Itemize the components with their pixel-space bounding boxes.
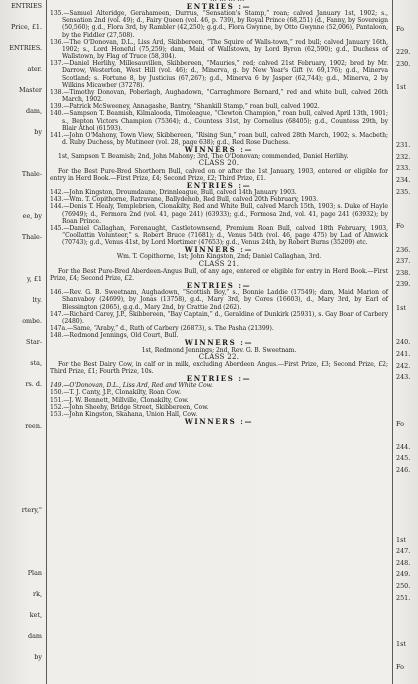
section-heading: ENTRIES :—	[186, 374, 252, 384]
fragment-line: 248.	[396, 558, 411, 567]
fragment-line: 231.	[396, 141, 411, 150]
paragraph: 1st, Sampson T. Beamish; 2nd, John Mahony; 3rd, The O'Donovan; commended, Daniel Herlihy.	[58, 153, 349, 161]
fragment-line: ee, by	[22, 212, 42, 220]
fragment-line: 233.	[396, 164, 411, 173]
fragment-line: 251.	[396, 593, 411, 602]
section-heading: CLASS 21.	[198, 259, 240, 268]
fragment-line: Master	[18, 86, 42, 94]
fragment-line: 240.	[396, 338, 411, 347]
fragment-line: dam	[28, 632, 42, 640]
fragment-line: 229.	[396, 48, 411, 57]
fragment-line: 243.	[396, 373, 411, 382]
section-heading: ENTRIES :—	[186, 281, 252, 291]
paragraph: 1st, Redmond Jennings; 2nd, Rev. G. B. Sweetnam.	[141, 346, 297, 354]
entry-item: 138.—Timothy Donovan, Poberlagh, Aughadown, “Carraghmore Bernard,” red and white bull, calved 26th March, 1902.	[50, 88, 388, 104]
cut-off-top-line	[210, 0, 244, 3]
fragment-line: ket,	[29, 611, 42, 619]
fragment-line: 250.	[396, 582, 411, 590]
entry-item: 147.—Richard Carey, J.P., Skibbereen, “Bay Captain,” d., Geraldine of Dunkirk (25931), s. Gay Boar of Carbery (2480).	[50, 310, 388, 325]
entry-item: 141.—John O'Mahony, Town View, Skibbereen, “Rising Sun,” roan bull, calved 28th March, 1902; s. Macbeth; d. Ruby Duchess, by Mutineer (vol. 28, page 638); g.d., Red Rose Duchess.	[50, 131, 388, 146]
fragment-line: 1st	[396, 303, 406, 312]
fragment-line: 1st	[396, 535, 406, 544]
fragment-line: 249.	[396, 570, 411, 579]
section-heading: CLASS 20.	[198, 159, 240, 168]
section-heading: CLASS 22.	[198, 352, 240, 361]
entry-item: 140.—Sampson T. Beamish, Kilmalooda, Timoleague, “Clewton Champion,” roan bull, calved April 13th, 1901; s., Bepton Victors Champion (75364); d., Countess 31st, by Cornelius (68405); g.d., Countess 29th, by Blair Athol (61593).	[50, 110, 388, 132]
fragment-line: 241.	[396, 350, 411, 358]
fragment-line: 232.	[396, 152, 411, 161]
fragment-line: by	[34, 128, 42, 136]
fragment-line: Fo	[396, 419, 404, 428]
fragment-line: 238.	[396, 268, 411, 277]
entry-item: 144.—Denis T. Healy, Templebrien, Clonakilty, Red and White Bull, calved March 15th, 1903; s. Duke of Hayle (76949); d., Fermora 2nd (vol. 41, page 241) (63933); g.d., Formosa 2nd, vol. 41, page 241 (63932); by Roan Prince.	[50, 203, 388, 225]
paragraph: For the Best Pure-Bred Aberdeen-Angus Bull, of any age, entered or eligible for entry in Herd Book.—First Prize, £4; Second Prize, £2.	[50, 267, 388, 282]
entry-item: 148.—Redmond Jennings, Old Court, Bull.	[50, 332, 179, 340]
entry-item: 142.—John Kingston, Droumdaune, Drinnleague, Bull, calved 14th January 1903.	[50, 189, 297, 197]
entry-item: 149.—O'Donovan, D.L., Liss Ard, Red and White Cow.	[50, 382, 213, 390]
main-column	[50, 0, 388, 684]
section-heading: WINNERS :—	[184, 145, 254, 155]
section-heading: WINNERS :—	[184, 338, 254, 348]
fragment-line: reen.	[25, 422, 42, 430]
left-column-fragment	[0, 0, 44, 684]
fragment-line: 239.	[396, 280, 411, 289]
fragment-line: Fo	[396, 222, 404, 231]
fragment-line: 234.	[396, 176, 411, 184]
fragment-line: Plan	[27, 569, 42, 577]
right-column-fragment	[394, 0, 418, 684]
fragment-line: 244.	[396, 442, 411, 451]
fragment-line: by	[34, 653, 42, 661]
entry-item: 150.—T. J. Canty, J.P., Clonakilty, Roan Cow.	[50, 389, 181, 397]
fragment-line: ENTRIES	[11, 2, 42, 10]
fragment-line: rk,	[33, 590, 42, 598]
fragment-line: Star-	[26, 338, 42, 346]
entry-item: 139.—Patrick McSweeney, Annagashe, Bantry, “Shankill Stamp,” roan bull, calved 1902.	[50, 103, 320, 111]
entry-item: 145.—Daniel Callaghan, Forenaught, Castletownsend, Premium Roan Bull, calved 18th February, 1903, “Coollattin Volunteer,” s. Robert Bruce (71681); d., Venus 54th (vol. 46, page 475) by Lad of Alnwick (70743); g.d., Venus 41st, by Lord Mortimer (47653); g.d., Venus 24th, by Robert Burns (35209) etc.	[50, 224, 388, 247]
fragment-line: ombe.	[22, 317, 42, 325]
fragment-line: lty.	[32, 296, 42, 304]
fragment-line: rs. d.	[25, 380, 42, 388]
entry-item: 153.—John Kingston, Skahana, Union Hall, Cow.	[50, 410, 198, 418]
fragment-line: Fo	[396, 25, 404, 34]
fragment-line: Thale-	[21, 170, 42, 178]
entry-item: 152.—John Sheehy, Bridge Street, Skibbereen, Cow.	[50, 403, 209, 411]
fragment-line: 242.	[396, 361, 411, 370]
fragment-line: 230.	[396, 60, 411, 68]
column-rule-right	[392, 0, 393, 684]
fragment-line: 236.	[396, 245, 411, 254]
fragment-line: dam,	[26, 107, 42, 115]
entry-item: 147a.—Same, “Araby,” d., Ruth of Carbery (26873), s. The Pasha (21399).	[50, 325, 274, 333]
fragment-line: y, £1	[27, 275, 42, 283]
section-heading: ENTRIES :—	[186, 2, 252, 11]
entry-item: 135.—Samuel Alteridge, Gerahameen, Durrus, “Sensation's Stamp,” roan; calved January 1st, 1902; s., Sensation 2nd (vol. 49); d., Fairy Queen (vol. 46, p. 739), by Royal Prince (68,251) (d., Fanny, by Sovereign (50,560); g.d., Flora 3rd, by Rambler (42,250); g.g.d., Flora Gwynne, by Otto Gwynne (52,006), Pantaloon, by the Fiddler (27,508).	[50, 10, 388, 39]
show-results-text	[50, 0, 388, 425]
fragment-line: ater.	[27, 65, 42, 73]
paragraph: For the Best Pure-Bred Shorthorn Bull, calved on or after the 1st January, 1903, entered or eligible for entry in Herd Book.—First Prize, £4; Second Prize, £2; Third Prize, £1.	[50, 167, 388, 182]
column-rule-left	[46, 0, 47, 684]
fragment-line: Thale-	[21, 233, 42, 241]
entry-item: 143.—Wm. T. Copithorne, Ratravane, Ballydehob, Red Bull, calved 20th February, 1903.	[50, 196, 319, 204]
fragment-line: 245.	[396, 454, 411, 463]
entry-item: 136.—The O'Donovan, D.L., Liss Ard, Skibbereen, “The Squire of Walls-town,” red bull; calved January 16th, 1902; s., Lord Honeful (75,259); dam, Maid of Wallstown, by Lord Byron (62,590); g.d., Duchess of Wallstown, by Flag of Truce (58,304).	[50, 38, 388, 61]
fragment-line: ENTRIES.	[9, 44, 42, 52]
section-heading: WINNERS :—	[184, 245, 254, 255]
entry-item: 146.—Rev. G. B. Sweetnam, Aughadown, “Scottish Boy,” s., Bonnie Laddie (17549); dam, Maid Marion of Shanvaboy (24699), by Jonas (13758), g.d., Mary 3rd, by Cores (16603), d., Mary 3rd, by Earl of Blessington (2065), g.g.d., Mary 2nd, by Crattie 2nd (262).	[50, 289, 388, 311]
fragment-line: 237.	[396, 257, 411, 266]
fragment-line: 247.	[396, 547, 411, 556]
section-heading: WINNERS :—	[184, 417, 254, 427]
fragment-line: Price, £1.	[11, 23, 42, 31]
fragment-line: Fo	[396, 663, 404, 672]
section-heading: ENTRIES :—	[186, 180, 252, 190]
fragment-line: 246.	[396, 466, 411, 474]
paragraph: For the Best Dairy Cow, in calf or in milk, excluding Aberdeen Angus.—First Prize, £3; Second Prize, £2; Third Prize, £1; Fourth Prize, 10s.	[50, 360, 388, 375]
entry-item: 137.—Daniel Herlihy, Millesauvillen, Skibbereen, “Mauries,” red; calved 21st February, 1902; bred by Mr. Darrow, Westerton, West Hill (vol. 46); d., Minerva, g. by New Year's Gift (v. 69,176); g.d., Minerva Scotland; s. Fortune 8, by Justicius (67,267); g.d., Minerva 6 by Jasper (62,744); g.d., Minerva, 2 by Wilkins Micawber (37278).	[50, 60, 388, 89]
paragraph: Wm. T. Copithorne, 1st; John Kingston, 2nd; Daniel Callaghan, 3rd.	[116, 253, 322, 261]
fragment-line: sta,	[30, 359, 42, 367]
fragment-line: 1st	[396, 640, 406, 648]
fragment-line: 235.	[396, 187, 411, 196]
fragment-line: 1st	[396, 83, 406, 92]
entry-item: 151.—J. W. Bennett, Millville, Clonakilty, Cow.	[50, 396, 189, 404]
fragment-line: rtery,"	[21, 506, 42, 514]
